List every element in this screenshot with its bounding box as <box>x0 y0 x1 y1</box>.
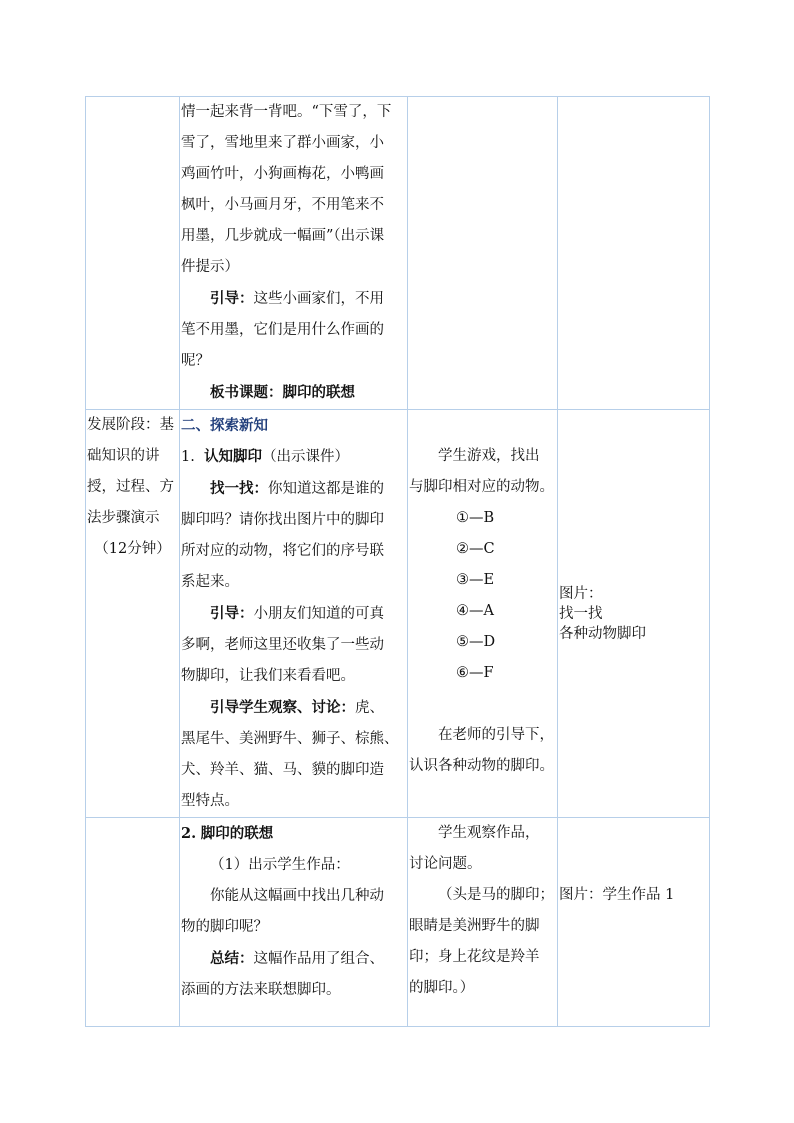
spacer <box>408 410 557 441</box>
student-text: 在老师的引导下， <box>438 727 554 743</box>
find-text: 你知道这都是谁的 <box>268 481 384 497</box>
item-suffix: （出示课件） <box>262 449 350 465</box>
student-text: 学生观察作品， <box>438 825 540 841</box>
question-text: 物的脚印呢？ <box>181 919 268 935</box>
observe-text: 犬、羚羊、猫、马、貘的脚印造 <box>181 762 384 778</box>
student-text: 学生游戏，找出 <box>438 448 540 464</box>
item-title: 认知脚印 <box>204 448 263 465</box>
guide-text: 多啊，老师这里还收集了一些动 <box>181 637 384 653</box>
observe-label: 引导学生观察、讨论： <box>210 699 355 716</box>
student-text: 与脚印相对应的动物。 <box>409 479 554 495</box>
board-title: 板书课题：脚印的联想 <box>210 384 355 401</box>
notes-cell-empty <box>558 97 710 410</box>
guide-label: 引导： <box>210 605 254 622</box>
phase-text: 授，过程、方 <box>87 479 174 495</box>
spacer <box>558 818 709 849</box>
item-number: 2. <box>181 825 197 842</box>
phase-cell-empty <box>86 818 180 1027</box>
match-item: ①—B <box>456 510 495 526</box>
match-item: ④—A <box>456 603 494 619</box>
guide-label: 引导： <box>210 290 254 307</box>
spacer <box>558 849 709 880</box>
section-title: 二、探索新知 <box>181 417 268 434</box>
sub-heading: （1）出示学生作品： <box>210 857 350 873</box>
guide-paragraph <box>180 283 407 315</box>
student-activity-cell <box>408 410 558 818</box>
phase-cell-empty <box>86 97 180 410</box>
find-paragraph <box>180 473 407 505</box>
item-heading <box>180 441 407 473</box>
poem-line: 件提示） <box>181 259 239 275</box>
guide-paragraph <box>180 598 407 630</box>
lesson-plan-table <box>85 96 710 1027</box>
observe-text: 虎、 <box>355 700 384 716</box>
item-heading <box>180 818 407 850</box>
observe-text: 黑尾牛、美洲野牛、狮子、棕熊、 <box>181 731 399 747</box>
phase-text: 础知识的讲 <box>87 448 160 464</box>
find-label: 找一找： <box>210 480 268 497</box>
phase-text: 法步骤演示 <box>87 510 160 526</box>
summary-paragraph <box>180 943 407 975</box>
student-activity-cell <box>408 818 558 1027</box>
poem-line: 鸡画竹叶，小狗画梅花，小鸭画 <box>181 166 384 182</box>
poem-line: 枫叶，小马画月牙，不用笔来不 <box>181 197 384 213</box>
guide-text: 这些小画家们，不用 <box>253 291 384 307</box>
notes-cell <box>558 410 710 818</box>
item-number: 1. <box>181 449 195 465</box>
poem-line: 雪了，雪地里来了群小画家，小 <box>181 135 384 151</box>
student-text: 讨论问题。 <box>409 856 482 872</box>
find-text: 系起来。 <box>181 574 239 590</box>
phase-cell <box>86 410 180 818</box>
poem-line: 情一起来背一背吧。“下雪了，下 <box>181 104 392 120</box>
table-row <box>86 818 710 1027</box>
guide-text: 小朋友们知道的可真 <box>253 606 384 622</box>
student-text: 认识各种动物的脚印。 <box>409 758 554 774</box>
table-row <box>86 410 710 818</box>
student-text: （头是马的脚印； <box>438 887 554 903</box>
student-text: 眼睛是美洲野牛的脚 <box>409 918 540 934</box>
match-item: ⑤—D <box>456 634 496 650</box>
match-item: ③—E <box>456 572 495 588</box>
question-text: 你能从这幅画中找出几种动 <box>210 888 384 904</box>
note-text: 找一找 <box>559 605 603 622</box>
match-item: ⑥—F <box>456 665 494 681</box>
item-title: 脚印的联想 <box>200 825 274 842</box>
teacher-activity-cell <box>180 97 408 410</box>
poem-line: 用墨，几步就成一幅画”（出示课 <box>181 228 385 244</box>
table-row <box>86 97 710 410</box>
find-text: 所对应的动物，将它们的序号联 <box>181 543 384 559</box>
match-item: ②—C <box>456 541 495 557</box>
guide-text: 物脚印，让我们来看看吧。 <box>181 668 355 684</box>
phase-text: 发展阶段：基 <box>87 417 174 433</box>
student-text: 的脚印。） <box>409 980 475 996</box>
teacher-activity-cell <box>180 818 408 1027</box>
guide-text: 呢？ <box>181 353 210 369</box>
find-text: 脚印吗？请你找出图片中的脚印 <box>181 512 384 528</box>
note-text: 各种动物脚印 <box>559 625 646 642</box>
summary-label: 总结： <box>210 950 254 967</box>
observe-text: 型特点。 <box>181 793 239 809</box>
teacher-activity-cell <box>180 410 408 818</box>
spacer <box>408 689 557 720</box>
summary-text: 添画的方法来联想脚印。 <box>181 982 341 998</box>
summary-text: 这幅作品用了组合、 <box>253 951 384 967</box>
note-text: 图片：学生作品 1 <box>559 887 675 903</box>
observe-paragraph <box>180 692 407 724</box>
notes-cell <box>558 818 710 1027</box>
note-text: 图片： <box>559 585 603 602</box>
student-activity-cell-empty <box>408 97 558 410</box>
student-text: 印；身上花纹是羚羊 <box>409 949 540 965</box>
guide-text: 笔不用墨，它们是用什么作画的 <box>181 322 384 338</box>
phase-time: （12分钟） <box>94 541 171 557</box>
